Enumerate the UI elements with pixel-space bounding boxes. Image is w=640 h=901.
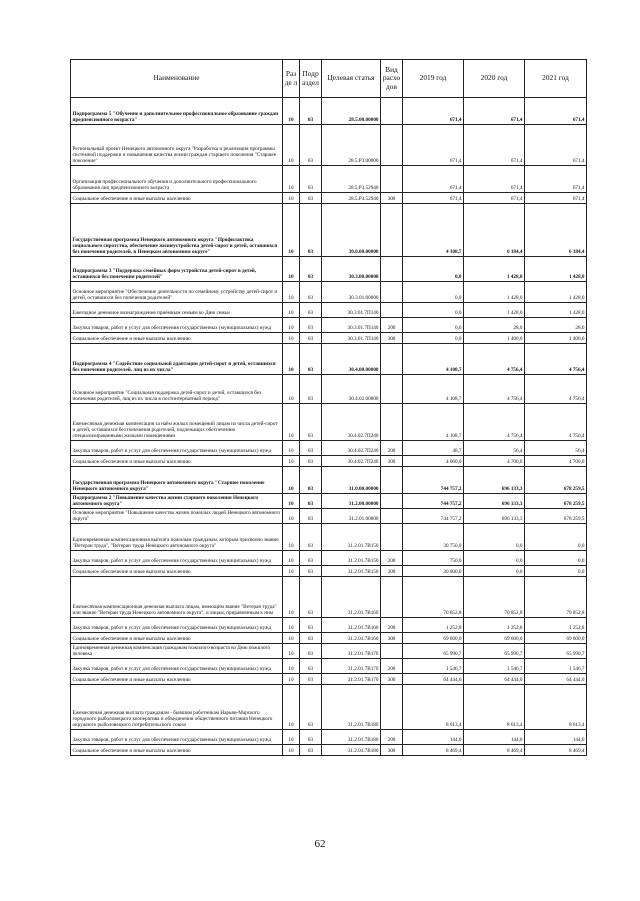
row-target-article: 31.2.01.7В170 [322, 644, 381, 659]
row-expense-type: 300 [381, 674, 403, 685]
row-value-2020: 8 613,4 [464, 685, 525, 730]
row-section: 10 [283, 467, 300, 494]
row-value-2020: 4 700,0 [464, 456, 525, 467]
row-value-2020: 65 990,7 [464, 644, 525, 659]
row-value-2019: 744 757,2 [403, 509, 464, 524]
table-row [71, 494, 587, 509]
row-value-2021: 144,0 [525, 730, 587, 745]
row-subsection: 03 [300, 282, 322, 303]
row-subsection: 03 [300, 303, 322, 318]
row-name: Ежемесячная денежная выплата гражданам - бывшим работникам Нарьян-Марского городского рыболовецкого кооператива и объединения общественного питания Ненецкого окружного рыболовецкого потребительского союза [71, 685, 283, 730]
header-year-2019: 2019 год [403, 60, 464, 98]
row-name: Подпрограмма 5 "Обучение и дополнительное профессиональное образование граждан предпенсионного возраста" [71, 98, 283, 125]
row-section: 10 [283, 441, 300, 456]
row-section: 10 [283, 257, 300, 282]
row-target-article: 30.3.01.00000 [322, 282, 381, 303]
row-subsection: 03 [300, 566, 322, 577]
row-value-2019: 1 252,8 [403, 618, 464, 633]
table-row [71, 509, 587, 524]
table-row [71, 441, 587, 456]
row-name: Основное мероприятие "Повышение качества жизни пожилых людей Ненецкого автономного округа" [71, 509, 283, 524]
row-name: Ежемесячная компенсационная денежная выплата лицам, имеющим звание "Ветеран труда" или звание "Ветеран труда Ненецкого автономного округа", и лицам, приравненным к ним [71, 577, 283, 618]
row-value-2020: 1 400,0 [464, 333, 525, 344]
row-value-2020: 1 428,0 [464, 282, 525, 303]
row-value-2019: 30 750,0 [403, 524, 464, 551]
row-value-2021: 1 428,0 [525, 303, 587, 318]
row-value-2019: 70 852,8 [403, 577, 464, 618]
table-row [71, 524, 587, 551]
row-target-article: 31.2.01.7В170 [322, 674, 381, 685]
row-value-2021: 671,4 [525, 125, 587, 166]
row-expense-type [381, 644, 403, 659]
row-value-2019: 1 546,7 [403, 659, 464, 674]
row-subsection: 03 [300, 551, 322, 566]
row-name: Государственная программа Ненецкого автономного округа "Старшее поколение Ненецкого автономного округа" [71, 467, 283, 494]
row-value-2021: 4 700,0 [525, 456, 587, 467]
row-target-article: 30.3.00.00000 [322, 257, 381, 282]
row-expense-type [381, 166, 403, 193]
row-subsection: 03 [300, 333, 322, 344]
row-section: 10 [283, 685, 300, 730]
row-value-2021: 671,4 [525, 193, 587, 204]
row-value-2021: 6 184,4 [525, 204, 587, 257]
row-target-article: 31.2.01.7В180 [322, 685, 381, 730]
row-expense-type [381, 125, 403, 166]
row-value-2021: 1 428,0 [525, 282, 587, 303]
row-target-article: 30.4.00.00000 [322, 344, 381, 375]
row-value-2019: 4 108,7 [403, 204, 464, 257]
row-value-2019: 750,0 [403, 551, 464, 566]
row-value-2021: 0,0 [525, 551, 587, 566]
row-section: 10 [283, 618, 300, 633]
row-name: Социальное обеспечение и иные выплаты населению [71, 633, 283, 644]
row-target-article: 28.5.00.00000 [322, 98, 381, 125]
row-name: Подпрограмма 4 "Содействие социальной адаптации детей-сирот и детей, оставшихся без попечения родителей, лиц из их числа" [71, 344, 283, 375]
row-subsection: 03 [300, 456, 322, 467]
row-value-2019: 4 108,7 [403, 404, 464, 441]
table-row [71, 318, 587, 333]
row-name: Закупка товаров, работ и услуг для обеспечения государственных (муниципальных) нужд [71, 618, 283, 633]
row-name: Региональный проект Ненецкого автономного округа "Разработка и реализация программы системной поддержки и повышения качества жизни граждан старшего поколения "Старшее поколение" [71, 125, 283, 166]
row-expense-type [381, 282, 403, 303]
budget-document [70, 59, 586, 756]
row-section: 10 [283, 551, 300, 566]
row-value-2020: 28,0 [464, 318, 525, 333]
row-value-2019: 48,7 [403, 441, 464, 456]
row-subsection: 03 [300, 125, 322, 166]
header-name: Наименование [71, 60, 283, 98]
row-expense-type: 300 [381, 193, 403, 204]
row-value-2020: 4 756,4 [464, 375, 525, 404]
row-name: Подпрограмма 2 "Повышение качества жизни старшего поколения Ненецкого автономного округа" [71, 494, 283, 509]
row-subsection: 03 [300, 375, 322, 404]
row-value-2020: 6 184,4 [464, 204, 525, 257]
table-row [71, 125, 587, 166]
row-expense-type: 300 [381, 566, 403, 577]
row-target-article: 31.2.01.7В150 [322, 566, 381, 577]
row-target-article: 31.2.01.7В150 [322, 524, 381, 551]
row-subsection: 03 [300, 257, 322, 282]
table-row [71, 674, 587, 685]
row-target-article: 31.2.01.7В170 [322, 659, 381, 674]
row-value-2020: 4 756,4 [464, 404, 525, 441]
row-target-article: 31.2.01.7В150 [322, 551, 381, 566]
row-section: 10 [283, 730, 300, 745]
row-name: Закупка товаров, работ и услуг для обеспечения государственных (муниципальных) нужд [71, 441, 283, 456]
row-section: 10 [283, 166, 300, 193]
row-value-2019: 8 613,4 [403, 685, 464, 730]
row-expense-type [381, 404, 403, 441]
row-section: 10 [283, 193, 300, 204]
row-expense-type: 200 [381, 551, 403, 566]
row-value-2019: 4 060,0 [403, 456, 464, 467]
row-subsection: 03 [300, 685, 322, 730]
row-expense-type: 200 [381, 730, 403, 745]
row-section: 10 [283, 125, 300, 166]
row-value-2021: 64 444,0 [525, 674, 587, 685]
row-value-2021: 8 469,4 [525, 745, 587, 756]
table-row [71, 204, 587, 257]
row-section: 10 [283, 494, 300, 509]
header-target-article: Целевая статья [322, 60, 381, 98]
row-name: Единовременная компенсационная выплата пожилым гражданам, которым присвоено звание "Ветеран труда", "Ветеран труда Ненецкого автономного округа" [71, 524, 283, 551]
row-value-2019: 671,4 [403, 166, 464, 193]
row-expense-type: 300 [381, 333, 403, 344]
row-section: 10 [283, 318, 300, 333]
row-value-2021: 69 600,0 [525, 633, 587, 644]
row-name: Ежегодное денежное вознаграждение приёмным семьям ко Дню семьи [71, 303, 283, 318]
row-value-2019: 65 990,7 [403, 644, 464, 659]
table-row [71, 193, 587, 204]
row-value-2019: 4 108,7 [403, 375, 464, 404]
row-name: Единовременная денежная компенсация гражданам пожилого возраста ко Дню пожилого человека [71, 644, 283, 659]
table-row [71, 644, 587, 659]
row-target-article: 30.4.02.7П240 [322, 441, 381, 456]
row-value-2021: 1 428,0 [525, 257, 587, 282]
table-row [71, 333, 587, 344]
row-target-article: 28.5.P3.52940 [322, 193, 381, 204]
table-row [71, 566, 587, 577]
row-target-article: 31.2.01.00000 [322, 509, 381, 524]
row-target-article: 28.5.P3.00000 [322, 125, 381, 166]
row-target-article: 31.2.01.7В180 [322, 745, 381, 756]
row-section: 10 [283, 577, 300, 618]
row-value-2021: 1 400,0 [525, 333, 587, 344]
row-value-2020: 696 133,3 [464, 467, 525, 494]
row-expense-type: 200 [381, 318, 403, 333]
table-row [71, 618, 587, 633]
table-row [71, 404, 587, 441]
row-expense-type [381, 685, 403, 730]
row-target-article: 30.3.01.7П140 [322, 318, 381, 333]
row-value-2019: 744 757,2 [403, 467, 464, 494]
row-value-2021: 4 756,4 [525, 404, 587, 441]
row-value-2020: 696 133,3 [464, 509, 525, 524]
row-value-2020: 671,4 [464, 166, 525, 193]
row-value-2019: 671,4 [403, 125, 464, 166]
table-row [71, 375, 587, 404]
row-value-2020: 70 852,8 [464, 577, 525, 618]
row-value-2020: 671,4 [464, 98, 525, 125]
header-year-2021: 2021 год [525, 60, 587, 98]
row-section: 10 [283, 98, 300, 125]
table-row [71, 745, 587, 756]
row-value-2019: 0,0 [403, 303, 464, 318]
row-name: Закупка товаров, работ и услуг для обеспечения государственных (муниципальных) нужд [71, 730, 283, 745]
row-value-2021: 0,0 [525, 524, 587, 551]
table-row [71, 282, 587, 303]
row-section: 10 [283, 204, 300, 257]
table-row [71, 577, 587, 618]
row-name: Организация профессионального обучения и дополнительного профессионального образования лиц предпенсионного возраста [71, 166, 283, 193]
row-subsection: 03 [300, 674, 322, 685]
row-expense-type: 300 [381, 745, 403, 756]
row-expense-type [381, 257, 403, 282]
row-section: 10 [283, 524, 300, 551]
row-value-2019: 744 757,2 [403, 494, 464, 509]
row-target-article: 30.3.01.7П140 [322, 303, 381, 318]
row-expense-type [381, 467, 403, 494]
table-row [71, 344, 587, 375]
row-subsection: 03 [300, 344, 322, 375]
row-value-2021: 4 756,4 [525, 344, 587, 375]
row-subsection: 03 [300, 193, 322, 204]
row-section: 10 [283, 344, 300, 375]
row-section: 10 [283, 282, 300, 303]
table-row [71, 166, 587, 193]
row-expense-type: 200 [381, 441, 403, 456]
row-value-2020: 64 444,0 [464, 674, 525, 685]
row-subsection: 03 [300, 509, 322, 524]
row-value-2021: 678 259,5 [525, 494, 587, 509]
row-value-2021: 56,4 [525, 441, 587, 456]
row-subsection: 03 [300, 745, 322, 756]
row-name: Подпрограмма 3 "Поддержка семейных форм устройства детей-сирот и детей, оставшихся без попечения родителей" [71, 257, 283, 282]
row-subsection: 03 [300, 98, 322, 125]
row-subsection: 03 [300, 644, 322, 659]
row-value-2021: 65 990,7 [525, 644, 587, 659]
row-subsection: 03 [300, 204, 322, 257]
header-row [71, 60, 587, 98]
row-target-article: 31.2.00.00000 [322, 494, 381, 509]
row-name: Социальное обеспечение и иные выплаты населению [71, 566, 283, 577]
row-target-article: 31.2.01.7В160 [322, 618, 381, 633]
row-name: Основное мероприятие "Обеспечение деятельности по семейному устройству детей-сирот и детей, оставшихся без попечения родителей" [71, 282, 283, 303]
row-name: Ежемесячная денежная компенсация за наём жилых помещений лицам из числа детей-сирот и детей, оставшихся без попечения родителей, подлежащих обеспечению специализированными жилыми помещениями [71, 404, 283, 441]
row-value-2020: 144,0 [464, 730, 525, 745]
row-expense-type [381, 509, 403, 524]
row-section: 10 [283, 375, 300, 404]
row-section: 10 [283, 566, 300, 577]
row-name: Социальное обеспечение и иные выплаты населению [71, 745, 283, 756]
row-target-article: 30.0.00.00000 [322, 204, 381, 257]
row-subsection: 03 [300, 467, 322, 494]
row-name: Основное мероприятие "Социальная поддержка детей-сирот и детей, оставшихся без попечения родителей, лиц из их числа в постинтернатный период" [71, 375, 283, 404]
row-expense-type: 200 [381, 659, 403, 674]
row-subsection: 03 [300, 404, 322, 441]
row-value-2021: 1 546,7 [525, 659, 587, 674]
row-value-2020: 1 428,0 [464, 257, 525, 282]
row-value-2020: 0,0 [464, 566, 525, 577]
row-expense-type [381, 344, 403, 375]
row-value-2020: 8 469,4 [464, 745, 525, 756]
row-name: Закупка товаров, работ и услуг для обеспечения государственных (муниципальных) нужд [71, 551, 283, 566]
row-value-2019: 8 469,4 [403, 745, 464, 756]
row-value-2020: 1 428,0 [464, 303, 525, 318]
row-name: Социальное обеспечение и иные выплаты населению [71, 193, 283, 204]
table-row [71, 685, 587, 730]
row-value-2021: 0,0 [525, 566, 587, 577]
row-value-2019: 64 444,0 [403, 674, 464, 685]
row-subsection: 03 [300, 524, 322, 551]
row-expense-type: 300 [381, 633, 403, 644]
row-value-2020: 671,4 [464, 125, 525, 166]
row-expense-type [381, 98, 403, 125]
row-value-2021: 671,4 [525, 98, 587, 125]
row-subsection: 03 [300, 633, 322, 644]
row-value-2019: 671,4 [403, 193, 464, 204]
row-section: 10 [283, 303, 300, 318]
row-target-article: 30.3.01.7П140 [322, 333, 381, 344]
row-section: 10 [283, 404, 300, 441]
row-value-2020: 56,4 [464, 441, 525, 456]
row-expense-type: 300 [381, 456, 403, 467]
page-number: 62 [314, 838, 326, 850]
table-row [71, 551, 587, 566]
row-name: Социальное обеспечение и иные выплаты населению [71, 674, 283, 685]
row-name: Закупка товаров, работ и услуг для обеспечения государственных (муниципальных) нужд [71, 318, 283, 333]
row-target-article: 31.2.01.7В160 [322, 577, 381, 618]
table-row [71, 257, 587, 282]
row-value-2021: 678 259,5 [525, 467, 587, 494]
row-value-2020: 671,4 [464, 193, 525, 204]
row-subsection: 03 [300, 318, 322, 333]
row-value-2019: 0,0 [403, 318, 464, 333]
row-subsection: 03 [300, 730, 322, 745]
row-section: 10 [283, 333, 300, 344]
row-value-2021: 28,0 [525, 318, 587, 333]
row-name: Закупка товаров, работ и услуг для обеспечения государственных (муниципальных) нужд [71, 659, 283, 674]
row-target-article: 28.5.P3.52940 [322, 166, 381, 193]
row-value-2020: 4 756,4 [464, 344, 525, 375]
row-value-2021: 671,4 [525, 166, 587, 193]
row-name: Социальное обеспечение и иные выплаты населению [71, 456, 283, 467]
table-row [71, 467, 587, 494]
row-name: Государственная программа Ненецкого автономного округа "Профилактика социального сиротства, обеспечение жизнеустройства детей-сирот и детей, оставшихся без попечения родителей, в Ненецком автономном округе" [71, 204, 283, 257]
row-expense-type [381, 375, 403, 404]
header-expense-type: Вид расхо дов [381, 60, 403, 98]
row-expense-type [381, 204, 403, 257]
row-value-2019: 0,0 [403, 257, 464, 282]
row-section: 10 [283, 633, 300, 644]
table-row [71, 659, 587, 674]
table-row [71, 730, 587, 745]
table-row [71, 98, 587, 125]
row-value-2019: 4 108,7 [403, 344, 464, 375]
row-value-2020: 1 546,7 [464, 659, 525, 674]
row-section: 10 [283, 456, 300, 467]
table-row [71, 303, 587, 318]
row-value-2019: 69 600,0 [403, 633, 464, 644]
row-value-2020: 696 133,3 [464, 494, 525, 509]
row-subsection: 03 [300, 659, 322, 674]
row-value-2019: 30 000,0 [403, 566, 464, 577]
row-section: 10 [283, 659, 300, 674]
row-value-2020: 0,0 [464, 524, 525, 551]
table-row [71, 456, 587, 467]
row-target-article: 31.0.00.00000 [322, 467, 381, 494]
row-expense-type [381, 577, 403, 618]
row-value-2021: 1 252,8 [525, 618, 587, 633]
row-value-2020: 1 252,8 [464, 618, 525, 633]
row-target-article: 30.4.02.7П240 [322, 404, 381, 441]
row-subsection: 03 [300, 577, 322, 618]
row-value-2021: 4 756,4 [525, 375, 587, 404]
row-expense-type: 200 [381, 618, 403, 633]
row-target-article: 30.4.02.7П240 [322, 456, 381, 467]
row-subsection: 03 [300, 166, 322, 193]
table-body [71, 98, 587, 756]
row-expense-type [381, 524, 403, 551]
row-value-2021: 70 852,8 [525, 577, 587, 618]
row-section: 10 [283, 509, 300, 524]
row-value-2019: 0,0 [403, 282, 464, 303]
row-target-article: 31.2.01.7В180 [322, 730, 381, 745]
row-section: 10 [283, 745, 300, 756]
row-target-article: 31.2.01.7В160 [322, 633, 381, 644]
row-subsection: 03 [300, 441, 322, 456]
row-subsection: 03 [300, 494, 322, 509]
header-year-2020: 2020 год [464, 60, 525, 98]
table-row [71, 633, 587, 644]
row-subsection: 03 [300, 618, 322, 633]
row-value-2020: 69 600,0 [464, 633, 525, 644]
row-expense-type [381, 303, 403, 318]
row-value-2021: 8 613,4 [525, 685, 587, 730]
header-subsection: Подр аздел [300, 60, 322, 98]
row-value-2020: 0,0 [464, 551, 525, 566]
row-value-2019: 144,0 [403, 730, 464, 745]
row-expense-type [381, 494, 403, 509]
budget-table [70, 59, 587, 756]
row-section: 10 [283, 644, 300, 659]
row-value-2021: 678 259,5 [525, 509, 587, 524]
row-section: 10 [283, 674, 300, 685]
row-value-2019: 0,0 [403, 333, 464, 344]
row-name: Социальное обеспечение и иные выплаты населению [71, 333, 283, 344]
row-value-2019: 671,4 [403, 98, 464, 125]
row-target-article: 30.4.02.00000 [322, 375, 381, 404]
header-section: Разде л [283, 60, 300, 98]
